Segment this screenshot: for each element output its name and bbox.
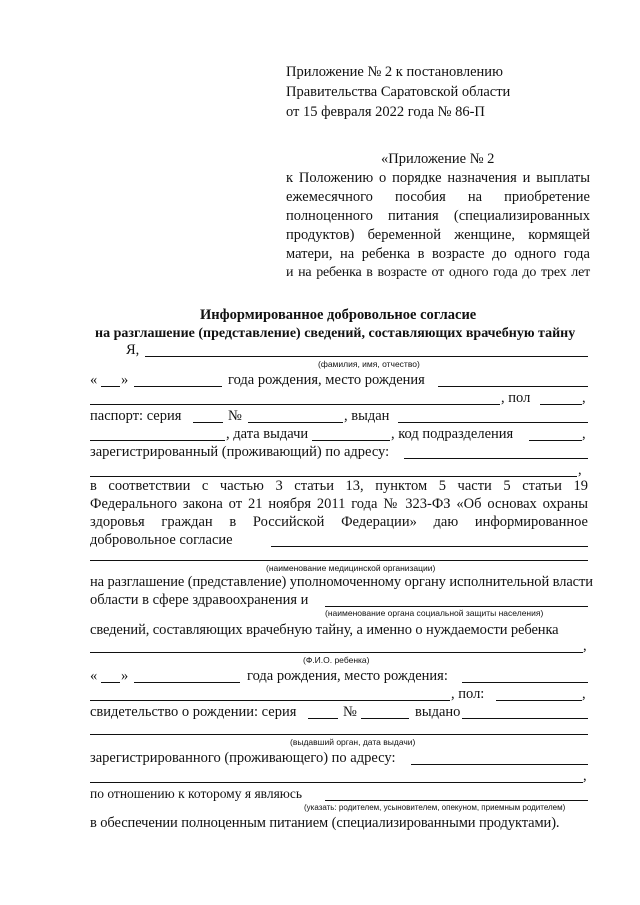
child-sex-label: , пол: — [451, 686, 485, 702]
passport-number-field[interactable] — [248, 422, 343, 423]
child-address-field[interactable] — [411, 764, 588, 765]
info-need-line: сведений, составляющих врачебную тайну, а именно о нуждаемости ребенка — [90, 622, 559, 638]
appendix-line-2: ежемесячного пособия на приобретение — [286, 189, 590, 205]
law-line-4: добровольное согласие — [90, 532, 233, 548]
header-line-1: Приложение № 2 к постановлению — [286, 64, 503, 80]
header-line-2: Правительства Саратовской области — [286, 84, 511, 100]
relation-label: по отношению к которому я являюсь — [90, 786, 303, 801]
child-address-field-2[interactable] — [90, 782, 583, 783]
document-title-line-1: Информированное добровольное согласие — [200, 307, 477, 323]
birth-cert-number-sign: № — [343, 704, 357, 720]
comma-1: , — [582, 390, 586, 406]
issue-date-label: , дата выдачи — [226, 426, 309, 442]
issuer-hint: (выдавший орган, дата выдачи) — [290, 737, 416, 747]
comma-2: , — [582, 426, 586, 442]
division-code-label: , код подразделения — [391, 426, 514, 442]
med-org-hint: (наименование медицинской организации) — [266, 563, 436, 573]
comma-4: , — [583, 638, 587, 654]
law-line-2: Федерального закона от 21 ноября 2011 года № 323-ФЗ «Об основах охраны — [90, 496, 588, 512]
social-org-hint: (наименование органа социальной защиты населения) — [325, 608, 544, 618]
issue-date-field[interactable] — [312, 440, 390, 441]
birth-cert-number-field[interactable] — [361, 718, 409, 719]
health-area-label: области в сфере здравоохранения и — [90, 592, 309, 608]
appendix-line-3: полноценного питания (специализированных — [286, 208, 590, 224]
appendix-line-4: продуктов) беременной женщине, кормящей — [286, 227, 590, 243]
appendix-line-6: и на ребенка в возрасте от одного года до трех лет — [286, 265, 590, 280]
passport-issuer-field[interactable] — [398, 422, 588, 423]
child-birth-label: года рождения, место рождения: — [247, 668, 448, 684]
passport-series-field[interactable] — [193, 422, 223, 423]
relation-field[interactable] — [325, 800, 588, 801]
med-org-field-2[interactable] — [90, 560, 588, 561]
passport-series-label: паспорт: серия — [90, 408, 182, 424]
appendix-line-1: к Положению о порядке назначения и выплаты — [286, 170, 590, 186]
header-line-3: от 15 февраля 2022 года № 86-П — [286, 104, 485, 120]
fio-field-line[interactable] — [145, 356, 588, 357]
birth-month-field[interactable] — [134, 386, 222, 387]
law-line-1: в соответствии с частью 3 статьи 13, пунктом 5 части 5 статьи 19 — [90, 478, 588, 494]
document-title-line-2: на разглашение (представление) сведений, составляющих врачебную тайну — [95, 326, 576, 341]
child-sex-field[interactable] — [496, 700, 582, 701]
child-fio-hint: (Ф.И.О. ребенка) — [303, 655, 370, 665]
child-birth-day-field[interactable] — [101, 682, 120, 683]
birth-cert-series-field[interactable] — [308, 718, 338, 719]
comma-3: , — [578, 462, 582, 478]
birth-day-field[interactable] — [101, 386, 120, 387]
child-quote-open: « — [90, 668, 98, 684]
quote-open: « — [90, 372, 98, 388]
med-org-field[interactable] — [271, 546, 588, 547]
disclosure-line: на разглашение (представление) уполномоченному органу исполнительной власти — [90, 574, 593, 590]
child-quote-close: » — [121, 668, 129, 684]
birth-cert-issued-label: выдано — [415, 704, 461, 720]
fio-hint: (фамилия, имя, отчество) — [318, 359, 420, 369]
child-birth-month-field[interactable] — [134, 682, 240, 683]
birth-cert-issuer-field[interactable] — [462, 718, 588, 719]
birth-place-field[interactable] — [438, 386, 588, 387]
relation-hint: (указать: родителем, усыновителем, опекуном, приемным родителем) — [304, 803, 566, 812]
appendix-title: «Приложение № 2 — [381, 151, 495, 167]
registered-address-field-2[interactable] — [90, 476, 577, 477]
quote-close: » — [121, 372, 129, 388]
social-org-field[interactable] — [325, 606, 588, 607]
law-line-3: здоровья граждан в Российской Федерации» даю информированное — [90, 514, 588, 530]
comma-5: , — [582, 686, 586, 702]
appendix-line-5: матери, на ребенка в возрасте до одного года — [286, 246, 590, 262]
child-birth-place-field[interactable] — [462, 682, 588, 683]
birth-year-place-label: года рождения, место рождения — [228, 372, 425, 388]
sex-label: , пол — [501, 390, 531, 406]
birth-place-field-2[interactable] — [90, 404, 500, 405]
registered-address-field[interactable] — [404, 458, 588, 459]
division-code-field[interactable] — [529, 440, 582, 441]
registered-address2-label: зарегистрированного (проживающего) по адресу: — [90, 750, 396, 766]
birth-cert-issuer-field-2[interactable] — [90, 734, 588, 735]
passport-issuer-field-2[interactable] — [90, 440, 225, 441]
sex-field[interactable] — [540, 404, 582, 405]
passport-number-sign: № — [228, 408, 242, 424]
ya-label: Я, — [126, 342, 140, 358]
comma-6: , — [583, 768, 587, 784]
registered-address-label: зарегистрированный (проживающий) по адресу: — [90, 444, 390, 460]
final-line: в обеспечении полноценным питанием (специализированными продуктами). — [90, 815, 560, 831]
child-fio-field[interactable] — [90, 652, 583, 653]
birth-cert-label: свидетельство о рождении: серия — [90, 704, 297, 720]
child-birth-place-field-2[interactable] — [90, 700, 450, 701]
issued-label: , выдан — [344, 408, 390, 424]
